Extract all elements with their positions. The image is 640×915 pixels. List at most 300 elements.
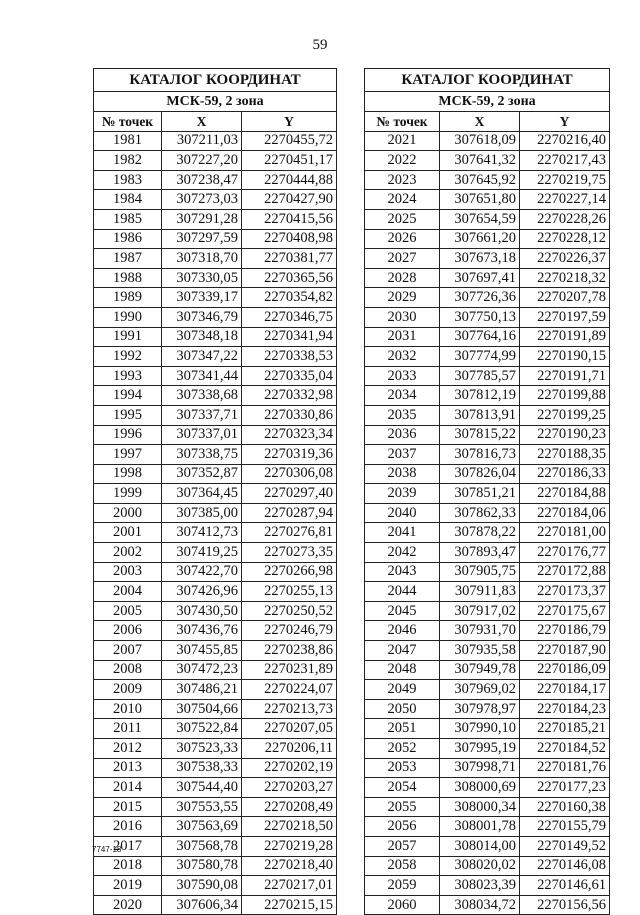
coordinate-catalog-right [364, 68, 610, 915]
point-number-cell: 2055 [365, 797, 440, 817]
x-coordinate-cell: 307385,00 [162, 503, 242, 523]
x-coordinate-cell: 307990,10 [440, 719, 520, 739]
table-row [94, 739, 337, 759]
table-row [94, 621, 337, 641]
y-coordinate-cell: 2270188,35 [520, 445, 610, 465]
x-coordinate-cell: 307347,22 [162, 347, 242, 367]
table-row [365, 268, 610, 288]
point-number-cell: 2010 [94, 699, 162, 719]
x-coordinate-cell: 307238,47 [162, 170, 242, 190]
y-coordinate-cell: 2270187,90 [520, 641, 610, 661]
y-coordinate-cell: 2270184,52 [520, 739, 610, 759]
y-coordinate-cell: 2270217,43 [520, 151, 610, 171]
point-number-cell: 2028 [365, 268, 440, 288]
table-row [94, 523, 337, 543]
y-coordinate-cell: 2270184,17 [520, 680, 610, 700]
x-coordinate-cell: 307568,78 [162, 836, 242, 856]
table-row [365, 288, 610, 308]
y-coordinate-cell: 2270415,56 [242, 209, 337, 229]
y-coordinate-cell: 2270191,71 [520, 366, 610, 386]
y-coordinate-cell: 2270224,07 [242, 680, 337, 700]
column-header-y: Y [520, 112, 610, 132]
y-coordinate-cell: 2270181,76 [520, 758, 610, 778]
point-number-cell: 2058 [365, 856, 440, 876]
point-number-cell: 2057 [365, 836, 440, 856]
point-number-cell: 1985 [94, 209, 162, 229]
table-row [365, 699, 610, 719]
point-number-cell: 2003 [94, 562, 162, 582]
x-coordinate-cell: 307750,13 [440, 307, 520, 327]
y-coordinate-cell: 2270181,00 [520, 523, 610, 543]
table-row [94, 660, 337, 680]
y-coordinate-cell: 2270451,17 [242, 151, 337, 171]
column-header-x: X [440, 112, 520, 132]
point-number-cell: 2002 [94, 543, 162, 563]
point-number-cell: 2051 [365, 719, 440, 739]
y-coordinate-cell: 2270207,78 [520, 288, 610, 308]
y-coordinate-cell: 2270185,21 [520, 719, 610, 739]
table-row [365, 876, 610, 896]
table-row [94, 778, 337, 798]
table-row [365, 523, 610, 543]
point-number-cell: 1999 [94, 484, 162, 504]
x-coordinate-cell: 307318,70 [162, 249, 242, 269]
table-row [94, 503, 337, 523]
x-coordinate-cell: 307211,03 [162, 131, 242, 151]
point-number-cell: 2030 [365, 307, 440, 327]
table-row [365, 347, 610, 367]
point-number-cell: 1995 [94, 405, 162, 425]
table-row [365, 660, 610, 680]
point-number-cell: 1993 [94, 366, 162, 386]
page-number: 59 [312, 37, 328, 53]
coordinate-catalog-left [93, 68, 337, 915]
table-row [94, 151, 337, 171]
point-number-cell: 2019 [94, 876, 162, 896]
y-coordinate-cell: 2270172,88 [520, 562, 610, 582]
x-coordinate-cell: 307430,50 [162, 601, 242, 621]
x-coordinate-cell: 307878,22 [440, 523, 520, 543]
y-coordinate-cell: 2270177,23 [520, 778, 610, 798]
y-coordinate-cell: 2270197,59 [520, 307, 610, 327]
point-number-cell: 2048 [365, 660, 440, 680]
x-coordinate-cell: 307538,33 [162, 758, 242, 778]
table-row [365, 327, 610, 347]
point-number-cell: 2049 [365, 680, 440, 700]
y-coordinate-cell: 2270231,89 [242, 660, 337, 680]
point-number-cell: 2015 [94, 797, 162, 817]
point-number-cell: 2026 [365, 229, 440, 249]
table-row [365, 209, 610, 229]
x-coordinate-cell: 307348,18 [162, 327, 242, 347]
table-row [365, 425, 610, 445]
table-row [365, 797, 610, 817]
table-row [94, 758, 337, 778]
table-row [94, 797, 337, 817]
point-number-cell: 2004 [94, 582, 162, 602]
point-number-cell: 2046 [365, 621, 440, 641]
table-row [365, 170, 610, 190]
y-coordinate-cell: 2270246,79 [242, 621, 337, 641]
y-coordinate-cell: 2270219,28 [242, 836, 337, 856]
document-code: 7747-18 [92, 845, 122, 854]
y-coordinate-cell: 2270203,27 [242, 778, 337, 798]
point-number-cell: 2037 [365, 445, 440, 465]
table-row [94, 366, 337, 386]
table-row [365, 778, 610, 798]
point-number-cell: 2031 [365, 327, 440, 347]
point-number-cell: 2012 [94, 739, 162, 759]
point-number-cell: 2060 [365, 895, 440, 915]
x-coordinate-cell: 308014,00 [440, 836, 520, 856]
point-number-cell: 2023 [365, 170, 440, 190]
x-coordinate-cell: 307917,02 [440, 601, 520, 621]
point-number-cell: 1983 [94, 170, 162, 190]
x-coordinate-cell: 307726,36 [440, 288, 520, 308]
x-coordinate-cell: 307455,85 [162, 641, 242, 661]
x-coordinate-cell: 307337,71 [162, 405, 242, 425]
point-number-cell: 1992 [94, 347, 162, 367]
x-coordinate-cell: 308000,34 [440, 797, 520, 817]
x-coordinate-cell: 307523,33 [162, 739, 242, 759]
x-coordinate-cell: 307851,21 [440, 484, 520, 504]
x-coordinate-cell: 307661,20 [440, 229, 520, 249]
x-coordinate-cell: 307339,17 [162, 288, 242, 308]
y-coordinate-cell: 2270184,88 [520, 484, 610, 504]
y-coordinate-cell: 2270215,15 [242, 895, 337, 915]
point-number-cell: 2034 [365, 386, 440, 406]
table-row [94, 836, 337, 856]
x-coordinate-cell: 307504,66 [162, 699, 242, 719]
point-number-cell: 2029 [365, 288, 440, 308]
x-coordinate-cell: 307330,05 [162, 268, 242, 288]
x-coordinate-cell: 307291,28 [162, 209, 242, 229]
x-coordinate-cell: 307227,20 [162, 151, 242, 171]
table-row [94, 327, 337, 347]
table-row [365, 131, 610, 151]
x-coordinate-cell: 307641,32 [440, 151, 520, 171]
table-row [365, 680, 610, 700]
y-coordinate-cell: 2270173,37 [520, 582, 610, 602]
x-coordinate-cell: 307697,41 [440, 268, 520, 288]
x-coordinate-cell: 307949,78 [440, 660, 520, 680]
table-row [94, 190, 337, 210]
y-coordinate-cell: 2270217,01 [242, 876, 337, 896]
x-coordinate-cell: 307426,96 [162, 582, 242, 602]
column-header-point-number: № точек [94, 112, 162, 132]
x-coordinate-cell: 307911,83 [440, 582, 520, 602]
point-number-cell: 2014 [94, 778, 162, 798]
x-coordinate-cell: 307816,73 [440, 445, 520, 465]
y-coordinate-cell: 2270250,52 [242, 601, 337, 621]
x-coordinate-cell: 307436,76 [162, 621, 242, 641]
y-coordinate-cell: 2270444,88 [242, 170, 337, 190]
x-coordinate-cell: 307412,73 [162, 523, 242, 543]
point-number-cell: 2045 [365, 601, 440, 621]
point-number-cell: 1991 [94, 327, 162, 347]
table-row [94, 170, 337, 190]
x-coordinate-cell: 307812,19 [440, 386, 520, 406]
x-coordinate-cell: 307364,45 [162, 484, 242, 504]
x-coordinate-cell: 307893,47 [440, 543, 520, 563]
x-coordinate-cell: 307419,25 [162, 543, 242, 563]
y-coordinate-cell: 2270226,37 [520, 249, 610, 269]
point-number-cell: 2042 [365, 543, 440, 563]
x-coordinate-cell: 307931,70 [440, 621, 520, 641]
point-number-cell: 2027 [365, 249, 440, 269]
table-row [94, 464, 337, 484]
table-row [94, 347, 337, 367]
column-header-x: X [162, 112, 242, 132]
y-coordinate-cell: 2270186,33 [520, 464, 610, 484]
point-number-cell: 1987 [94, 249, 162, 269]
y-coordinate-cell: 2270207,05 [242, 719, 337, 739]
table-row [365, 249, 610, 269]
point-number-cell: 2036 [365, 425, 440, 445]
table-row [365, 856, 610, 876]
y-coordinate-cell: 2270332,98 [242, 386, 337, 406]
table-row [94, 484, 337, 504]
table-row [94, 405, 337, 425]
table-row [94, 229, 337, 249]
x-coordinate-cell: 307826,04 [440, 464, 520, 484]
table-row [94, 817, 337, 837]
point-number-cell: 2011 [94, 719, 162, 739]
point-number-cell: 2008 [94, 660, 162, 680]
y-coordinate-cell: 2270176,77 [520, 543, 610, 563]
point-number-cell: 1990 [94, 307, 162, 327]
y-coordinate-cell: 2270341,94 [242, 327, 337, 347]
y-coordinate-cell: 2270191,89 [520, 327, 610, 347]
x-coordinate-cell: 307998,71 [440, 758, 520, 778]
y-coordinate-cell: 2270335,04 [242, 366, 337, 386]
table-row [94, 445, 337, 465]
y-coordinate-cell: 2270227,14 [520, 190, 610, 210]
table-row [94, 425, 337, 445]
x-coordinate-cell: 307654,59 [440, 209, 520, 229]
y-coordinate-cell: 2270160,38 [520, 797, 610, 817]
table-row [94, 856, 337, 876]
y-coordinate-cell: 2270184,23 [520, 699, 610, 719]
x-coordinate-cell: 307935,58 [440, 641, 520, 661]
table-row [365, 151, 610, 171]
table-row [94, 543, 337, 563]
y-coordinate-cell: 2270276,81 [242, 523, 337, 543]
y-coordinate-cell: 2270186,09 [520, 660, 610, 680]
y-coordinate-cell: 2270381,77 [242, 249, 337, 269]
point-number-cell: 2056 [365, 817, 440, 837]
y-coordinate-cell: 2270338,53 [242, 347, 337, 367]
x-coordinate-cell: 307273,03 [162, 190, 242, 210]
y-coordinate-cell: 2270186,79 [520, 621, 610, 641]
point-number-cell: 1984 [94, 190, 162, 210]
y-coordinate-cell: 2270455,72 [242, 131, 337, 151]
x-coordinate-cell: 307673,18 [440, 249, 520, 269]
y-coordinate-cell: 2270202,19 [242, 758, 337, 778]
y-coordinate-cell: 2270238,86 [242, 641, 337, 661]
table-row [365, 758, 610, 778]
x-coordinate-cell: 307969,02 [440, 680, 520, 700]
y-coordinate-cell: 2270330,86 [242, 405, 337, 425]
x-coordinate-cell: 307606,34 [162, 895, 242, 915]
point-number-cell: 1982 [94, 151, 162, 171]
catalog-title: КАТАЛОГ КООРДИНАТ [365, 69, 610, 92]
point-number-cell: 2033 [365, 366, 440, 386]
point-number-cell: 1981 [94, 131, 162, 151]
point-number-cell: 2001 [94, 523, 162, 543]
table-row [365, 562, 610, 582]
y-coordinate-cell: 2270354,82 [242, 288, 337, 308]
table-row [365, 836, 610, 856]
table-row [94, 288, 337, 308]
point-number-cell: 2000 [94, 503, 162, 523]
point-number-cell: 2007 [94, 641, 162, 661]
point-number-cell: 2039 [365, 484, 440, 504]
point-number-cell: 2038 [365, 464, 440, 484]
x-coordinate-cell: 307553,55 [162, 797, 242, 817]
point-number-cell: 1986 [94, 229, 162, 249]
point-number-cell: 2047 [365, 641, 440, 661]
x-coordinate-cell: 307785,57 [440, 366, 520, 386]
x-coordinate-cell: 307978,97 [440, 699, 520, 719]
point-number-cell: 1997 [94, 445, 162, 465]
x-coordinate-cell: 307995,19 [440, 739, 520, 759]
table-row [365, 445, 610, 465]
point-number-cell: 2009 [94, 680, 162, 700]
point-number-cell: 2053 [365, 758, 440, 778]
y-coordinate-cell: 2270146,61 [520, 876, 610, 896]
y-coordinate-cell: 2270175,67 [520, 601, 610, 621]
x-coordinate-cell: 307651,80 [440, 190, 520, 210]
y-coordinate-cell: 2270273,35 [242, 543, 337, 563]
y-coordinate-cell: 2270206,11 [242, 739, 337, 759]
y-coordinate-cell: 2270146,08 [520, 856, 610, 876]
y-coordinate-cell: 2270199,88 [520, 386, 610, 406]
point-number-cell: 2040 [365, 503, 440, 523]
x-coordinate-cell: 307338,75 [162, 445, 242, 465]
point-number-cell: 2054 [365, 778, 440, 798]
point-number-cell: 1994 [94, 386, 162, 406]
x-coordinate-cell: 307645,92 [440, 170, 520, 190]
x-coordinate-cell: 307422,70 [162, 562, 242, 582]
y-coordinate-cell: 2270218,32 [520, 268, 610, 288]
point-number-cell: 2041 [365, 523, 440, 543]
y-coordinate-cell: 2270228,26 [520, 209, 610, 229]
table-row [365, 641, 610, 661]
y-coordinate-cell: 2270255,13 [242, 582, 337, 602]
y-coordinate-cell: 2270306,08 [242, 464, 337, 484]
table-row [365, 386, 610, 406]
table-row [365, 503, 610, 523]
y-coordinate-cell: 2270266,98 [242, 562, 337, 582]
y-coordinate-cell: 2270149,52 [520, 836, 610, 856]
point-number-cell: 2032 [365, 347, 440, 367]
x-coordinate-cell: 307472,23 [162, 660, 242, 680]
y-coordinate-cell: 2270365,56 [242, 268, 337, 288]
x-coordinate-cell: 307337,01 [162, 425, 242, 445]
catalog-subtitle: МСК-59, 2 зона [365, 92, 610, 112]
x-coordinate-cell: 307346,79 [162, 307, 242, 327]
table-row [94, 582, 337, 602]
point-number-cell: 2035 [365, 405, 440, 425]
point-number-cell: 2005 [94, 601, 162, 621]
x-coordinate-cell: 307352,87 [162, 464, 242, 484]
point-number-cell: 2059 [365, 876, 440, 896]
x-coordinate-cell: 307338,68 [162, 386, 242, 406]
x-coordinate-cell: 308034,72 [440, 895, 520, 915]
table-row [365, 190, 610, 210]
point-number-cell: 1998 [94, 464, 162, 484]
x-coordinate-cell: 307486,21 [162, 680, 242, 700]
y-coordinate-cell: 2270190,23 [520, 425, 610, 445]
x-coordinate-cell: 307563,69 [162, 817, 242, 837]
catalog-body [94, 131, 337, 915]
table-row [365, 484, 610, 504]
table-row [94, 719, 337, 739]
y-coordinate-cell: 2270319,36 [242, 445, 337, 465]
point-number-cell: 2016 [94, 817, 162, 837]
y-coordinate-cell: 2270408,98 [242, 229, 337, 249]
x-coordinate-cell: 307764,16 [440, 327, 520, 347]
point-number-cell: 2044 [365, 582, 440, 602]
y-coordinate-cell: 2270155,79 [520, 817, 610, 837]
y-coordinate-cell: 2270190,15 [520, 347, 610, 367]
point-number-cell: 2017 [94, 836, 162, 856]
x-coordinate-cell: 307862,33 [440, 503, 520, 523]
y-coordinate-cell: 2270323,34 [242, 425, 337, 445]
table-row [94, 895, 337, 915]
x-coordinate-cell: 308000,69 [440, 778, 520, 798]
x-coordinate-cell: 308023,39 [440, 876, 520, 896]
point-number-cell: 1989 [94, 288, 162, 308]
x-coordinate-cell: 307522,84 [162, 719, 242, 739]
table-row [365, 582, 610, 602]
point-number-cell: 2021 [365, 131, 440, 151]
y-coordinate-cell: 2270184,06 [520, 503, 610, 523]
point-number-cell: 2052 [365, 739, 440, 759]
table-row [94, 601, 337, 621]
y-coordinate-cell: 2270218,50 [242, 817, 337, 837]
y-coordinate-cell: 2270208,49 [242, 797, 337, 817]
y-coordinate-cell: 2270156,56 [520, 895, 610, 915]
table-row [94, 268, 337, 288]
catalog-body [365, 131, 610, 915]
x-coordinate-cell: 307813,91 [440, 405, 520, 425]
point-number-cell: 1988 [94, 268, 162, 288]
column-header-y: Y [242, 112, 337, 132]
table-row [94, 641, 337, 661]
table-row [94, 131, 337, 151]
point-number-cell: 2025 [365, 209, 440, 229]
table-row [94, 209, 337, 229]
table-row [94, 249, 337, 269]
table-row [365, 601, 610, 621]
y-coordinate-cell: 2270346,75 [242, 307, 337, 327]
x-coordinate-cell: 307774,99 [440, 347, 520, 367]
x-coordinate-cell: 307580,78 [162, 856, 242, 876]
y-coordinate-cell: 2270218,40 [242, 856, 337, 876]
point-number-cell: 2022 [365, 151, 440, 171]
catalog-title: КАТАЛОГ КООРДИНАТ [94, 69, 337, 92]
table-row [365, 307, 610, 327]
table-row [94, 699, 337, 719]
table-row [365, 464, 610, 484]
table-row [365, 621, 610, 641]
catalog-subtitle: МСК-59, 2 зона [94, 92, 337, 112]
table-row [365, 719, 610, 739]
table-row [94, 876, 337, 896]
point-number-cell: 2043 [365, 562, 440, 582]
